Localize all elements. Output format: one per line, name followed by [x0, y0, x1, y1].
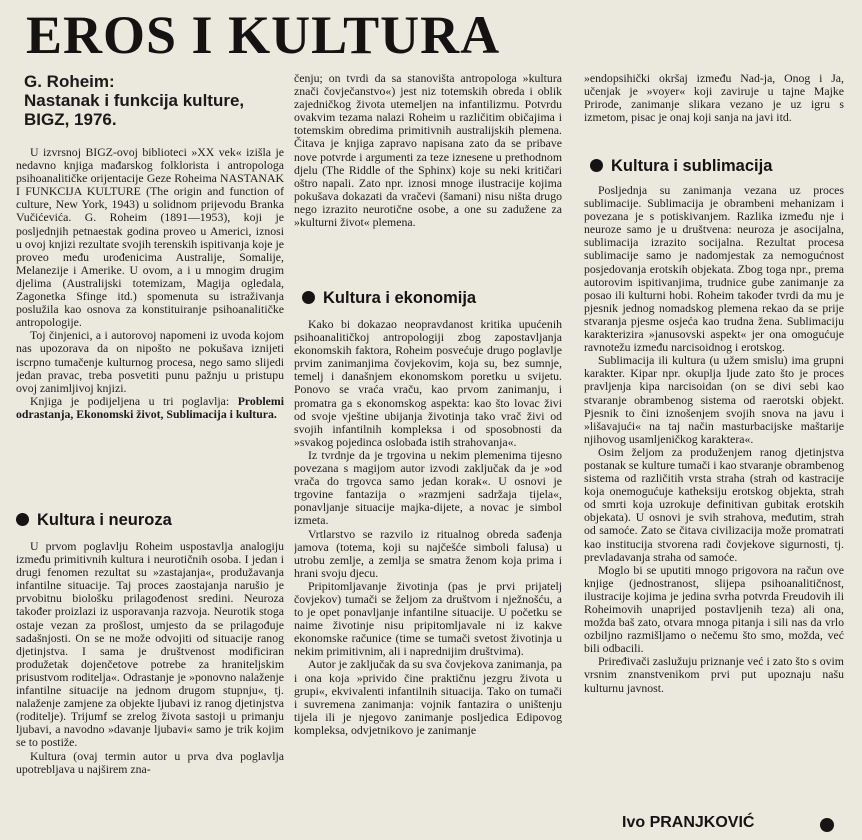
paragraph: Priređivači zaslužuju priznanje već i zato što s ovim vrsnim znanstvenikom prvi put upoznaju našu kulturnu javnost. [584, 654, 844, 695]
book-title: Nastanak i funkcija kulture, [24, 91, 245, 110]
book-publisher: BIGZ, 1976. [24, 110, 117, 129]
subheading-text: Kultura i ekonomija [323, 289, 477, 307]
paragraph: čenju; on tvrdi da sa stanovišta antropologa »kultura znači čovječanstvo«) jest niz totemskih obreda i oblik zajedničkog života utemeljen na infantilizmu. Potvrdu ovakvim tezama nalazi Roheim u različitim običajima i totemskim obredima primitivnih australijskih plemena. Čitava je knjiga zapravo napisana zato da se pribave nove potvrde i argumenti za teze iznesene u prethodnom djelu (The Riddle of the Sphinx) koje su neki kritičari oštro napali. Zato npr. iznosi mnoge ilustracije kojima pokušava dokazati da vračevi (šamani) nisu ništa drugo nego izrazito neurotične osobe, a one su zadužene za »kulturni život« plemena. [294, 72, 562, 230]
bullet-icon [590, 159, 603, 172]
paragraph: U izvrsnoj BIGZ-ovoj biblioteci »XX vek« izišla je nedavno knjiga mađarskog folklorista i antropologa psihoanalitičke orijentacije Geze Roheima NASTANAK I FUNKCIJA KULTURE (The origin and function of culture, New York, 1943) u solidnom prijevodu Branka Vučićevića. G. Roheim (1891—1953), koji je posljednjih petnaestak godina proveo u Americi, iznosi u ovoj knjizi rezultate svojih terenskih ispitivanja koje je proveo među urođenicima Australije, Somalije, Melanezije i Amerike. U ovom, a i u mnogim drugim djelima (Australijski totemizam, Magija ogledala, Zagonetka Sfinge itd.) spomenuta su istraživanja poslužila kao osnova za konstituiranje psihoanalitičke antropologije. [16, 146, 284, 330]
chapter-list: Problemi odrastanja, Ekonomski život, Sublimacija i kultura. [16, 393, 284, 421]
paragraph: »endopsihički okršaj između Nad-ja, Onog i Ja, učenjak je »voyer« koji zaviruje u tajne Majke Prirode, zanimanje slikara vezano je uz igru s izmetom, pisac je onaj koji sanja na javi itd. [584, 72, 844, 125]
subheading-kultura-neuroza [16, 510, 172, 530]
book-author: G. Roheim: [24, 72, 115, 91]
paragraph: Kako bi dokazao neopravdanost kritika upućenih psihoanalitičkoj antropologiji zbog zapostavljanja ekonomskih faktora, Roheim posvećuje drugo poglavlje prvim zanimanjima čovjekovim, koja su, bez sumnje, temelj i današnjem ekonomskom poretku u svijetu. Ponovo se vraća vraču, kao prvom zanimanju, i promatra ga s ekonomskog aspekta: kao što lovac živi od svoje vještine ubijanja životinja tako vrač živi od svojih infantilnih kompleksa i od sposobnosti da »svakog pojedinca oslobađa istih strahovanja«. [294, 318, 562, 449]
column-1-body-a [16, 146, 284, 504]
book-reference [24, 72, 284, 129]
column-3-body-a [584, 72, 844, 146]
paragraph: Moglo bi se uputiti mnogo prigovora na račun ove knjige (jednostranost, slijepa psihoanalitičnost, ilustracije kojima je jedina svrha potvrda Freudovih ili Roheimovih unaprijed postavljenih teza) ali ona, možda baš zato, otvara mnoga pitanja i sili nas da vrlo ozbiljno razmišljamo o nečemu što smo, možda, već bili odbacili. [584, 562, 844, 656]
paragraph: Osim željom za produženjem ranog djetinjstva postanak se kulture tumači i kao stvaranje obrambenog sistema od različitih vrsta straha (strah od kastracije koja onemogućuje katheksiju erotskog objekta, strah od smrti koja uzrokuje definitivan gubitak erotskih objekata). U osnovi je svih strahova, međutim, strah od samoće. Zato se čitava civilizacija može promatrati kao institucija stvorena radi čovjekove sigurnosti, tj. prevladavanja straha od samoće. [584, 444, 844, 564]
column-1-body-b [16, 540, 284, 840]
column-2-body-a [294, 72, 562, 272]
column-2-body-b [294, 318, 562, 840]
bullet-icon [302, 291, 315, 304]
paragraph: U prvom poglavlju Roheim uspostavlja analogiju između primitivnih kultura i neurotičnih osoba. I jedan i drugi fenomen rezultat su »zastajanja«, produžavanja infantilne situacije. Taj proces zaostajanja narušio je prvobitnu biološku prilagođenost sredini. Neuroza također proizlazi iz usporavanja razvoja. Neurotik stoga ostaje vezan za prošlost, umjesto da se prilagođuje sadašnjosti. On se ne može odvojiti od situacije ranog djetinjstva. I sama je društvenost modificiran produžetak dojenčetove potrebe za hraniteljskim prisustvom roditelja«. Odrastanje je »ponovno nalaženje infantilne situacije na jednom drugom stupnju«, tj. nalaženje zamjene za objekte ljubavi iz ranog djetinjstva (roditelje). Trijumf se zrelog života sastoji u primanju ljubavi, a navodno »davanje ljubavi« samo je trik kojim se to postiže. [16, 540, 284, 750]
subheading-kultura-ekonomija [302, 288, 476, 308]
paragraph: Pripitomljavanje životinja (pas je prvi prijatelj čovjekov) tumači se željom za društvom i nježnošću, a to je opet ponavljanje infantilne situacije. U početku se naime životinje nisu pripitomljavale ni iz kakve ekonomske računice (time se tumači svetost životinja u nekim primitivnim, ali i naprednijim društvima). [294, 578, 562, 659]
paragraph: Vrtlarstvo se razvilo iz ritualnog obreda sađenja jamova (totema, koji su najčešće simboli falusa) u utrobu zemlje, a zemlja se smatra ženom koja prima i hrani svoju djecu. [294, 526, 562, 580]
subheading-kultura-sublimacija [590, 156, 772, 176]
column-3-body-b [584, 184, 844, 810]
subheading-text: Kultura i sublimacija [611, 157, 773, 175]
paragraph: Kultura (ovaj termin autor u prva dva poglavlja upotrebljava u najširem zna- [16, 748, 284, 776]
author-byline: Ivo PRANJKOVIĆ [622, 814, 755, 831]
paragraph: Toj činjenici, a i autorovoj napomeni iz uvoda kojom nas upozorava da on nipošto ne pokušava iznijeti iscrpno tumačenje kulturnog procesa, nego samo slijedi jedan pravac, treba posvetiti punu pažnju u pristupu ovoj zanimljivoj knjizi. [16, 328, 284, 395]
subheading-text: Kultura i neuroza [37, 511, 172, 529]
bullet-icon [16, 513, 29, 526]
paragraph: Posljednja su zanimanja vezana uz proces sublimacije. Sublimacija je obrambeni mehanizam i povezana je s potiskivanjem. Razlika između nje i neuroze samo je u društvena: neuroza je asocijalna, sublimacija izrazito socijalna. Rezultat procesa sublimacije samo je nadomjestak za nemogućnost posjedovanja erotskih objekata. Zbog toga npr., prema autorovim ispitivanjima, trudnice gube zanimanje za posao ili kulturni hobi. Roheim također tvrdi da mu je pjesnik jednog nomadskog plemena rekao da se prije stvaranja pjesme osjeća kao trudna žena. Sublimaciju karakterizira »janusovski aspekt« jer ona omogućuje ravnotežu između narcisoidnog i erotskog. [584, 184, 844, 355]
article-title: EROS I KULTURA [26, 5, 501, 65]
paragraph-text: Knjiga je podijeljena u tri poglavlja: [30, 393, 230, 408]
paragraph: Iz tvrdnje da je trgovina u nekim plemenima tijesno povezana s magijom autor izvodi zaključak da je »od vrača do trgovca samo jedan korak«. U osnovi je trgovine fantazija o »razmjeni sadržaja tijela«, ponavljanje situacije majka-dijete, a novac je simbol izmeta. [294, 447, 562, 528]
paragraph: Sublimacija ili kultura (u užem smislu) ima grupni karakter. Kipar npr. okuplja ljude zato što je proces pravljenja kipa narcisoidan (on se divi sebi kao stvaranje obrambenog sistema od raerotski objekt. Pjesnik to čini iznošenjem svojih snova na javu i »lišavajući« na taj način masturbacijske maštarije njihovog usamljeničkog karaktera«. [584, 353, 844, 446]
paragraph [16, 395, 284, 421]
paragraph: Autor je zaključak da su sva čovjekova zanimanja, pa i ona koja »privido čine praktičnu jezgru života u grupi«, ekvivalenti infantilnih situacija. Tako on tumači i suvremena zanimanja: vojnik fantazira o uništenju tijela ili je njegovo zanimanje posljedica Edipovog kompleksa, odvjetnikovo je zanimanje [294, 657, 562, 737]
end-mark-icon [820, 818, 834, 832]
